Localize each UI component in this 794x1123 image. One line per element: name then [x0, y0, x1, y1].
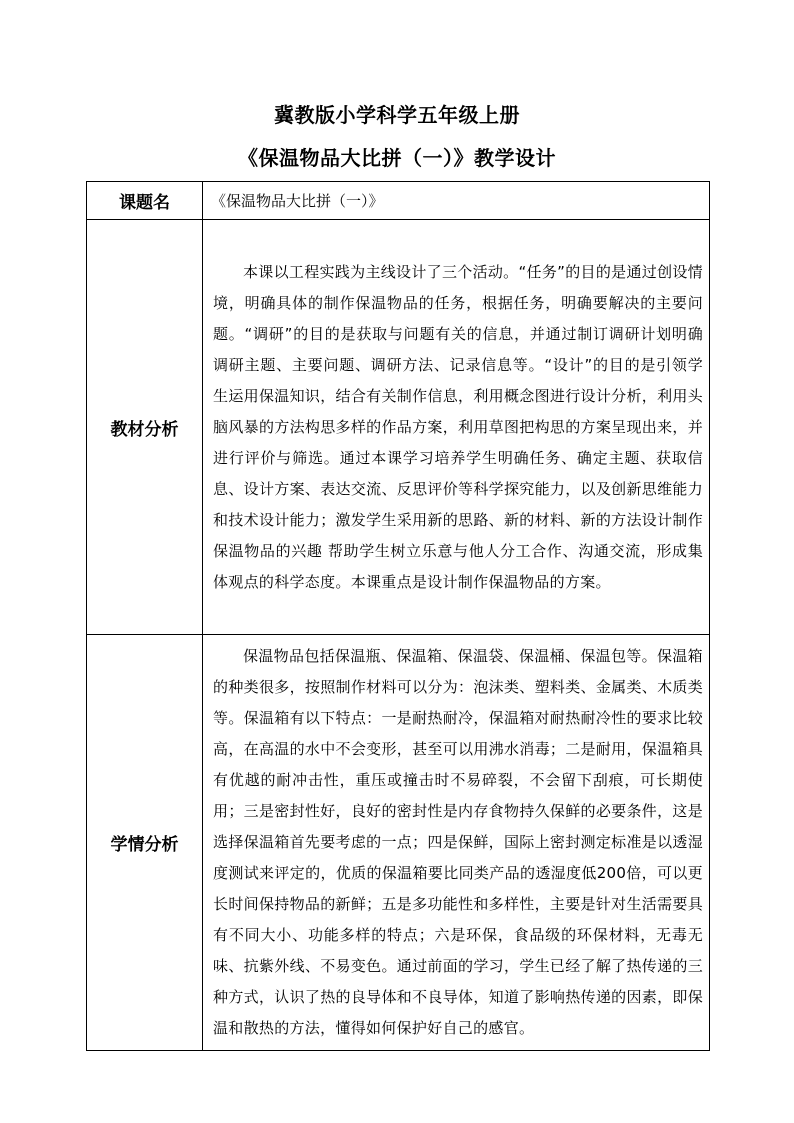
table-row-student-analysis — [87, 635, 710, 1051]
material-analysis-text: 本课以工程实践为主线设计了三个活动。“任务”的目的是通过创设情境，明确具体的制作保温物品的任务，根据任务，明确要解决的主要问题。“调研”的目的是获取与问题有关的信息，并通过制订调研计划明确调研主题、主要问题、调研方法、记录信息等。“设计”的目的是引领学生运用保温知识，结合有关制作信息，利用概念图进行设计分析，利用头脑风暴的方法构思多样的作品方案，利用草图把构思的方案呈现出来，并进行评价与筛选。通过本课学习培养学生明确任务、确定主题、获取信息、设计方案、表达交流、反思评价等科学探究能力，以及创新思维能力和技术设计能力；激发学生采用新的思路、新的材料、新的方法设计制作保温物品的兴趣 帮助学生树立乐意与他人分工合作、沟通交流，形成集体观点的科学态度。本课重点是设计制作保温物品的方案。 — [213, 262, 703, 591]
material-analysis-label: 教材分析 — [87, 220, 203, 635]
table-row-topic — [87, 182, 710, 220]
student-analysis-label: 学情分析 — [87, 635, 203, 1051]
document-title-line-1: 冀教版小学科学五年级上册 — [274, 103, 520, 127]
material-analysis-cell — [203, 220, 710, 635]
student-analysis-text: 保温物品包括保温瓶、保温箱、保温袋、保温桶、保温包等。保温箱的种类很多，按照制作材料可以分为：泡沫类、塑料类、金属类、木质类等。保温箱有以下特点：一是耐热耐冷，保温箱对耐热耐冷性的要求比较高，在高温的水中不会变形，甚至可以用沸水消毒；二是耐用，保温箱具有优越的耐冲击性，重压或撞击时不易碎裂，不会留下刮痕，可长期使用；三是密封性好，良好的密封性是内存食物持久保鲜的必要条件，这是选择保温箱首先要考虑的一点；四是保鲜，国际上密封测定标准是以透湿度测试来评定的，优质的保温箱要比同类产品的透湿度低200倍，可以更长时间保持物品的新鲜；五是多功能性和多样性，主要是针对生活需要具有不同大小、功能多样的特点；六是环保，食品级的环保材料，无毒无味、抗紫外线、不易变色。通过前面的学习，学生已经了解了热传递的三种方式，认识了热的良导体和不良导体，知道了影响热传递的因素，即保温和散热的方法，懂得如何保护好自己的感官。 — [213, 647, 703, 1037]
topic-cell — [203, 182, 710, 220]
table-row-material-analysis — [87, 220, 710, 635]
topic-label: 课题名 — [87, 182, 203, 220]
student-analysis-cell — [203, 635, 710, 1051]
document-title-line-2: 《保温物品大比拼（一）》教学设计 — [238, 146, 556, 170]
lesson-design-table — [86, 181, 710, 1051]
topic-value: 《保温物品大比拼（一）》 — [211, 191, 384, 210]
